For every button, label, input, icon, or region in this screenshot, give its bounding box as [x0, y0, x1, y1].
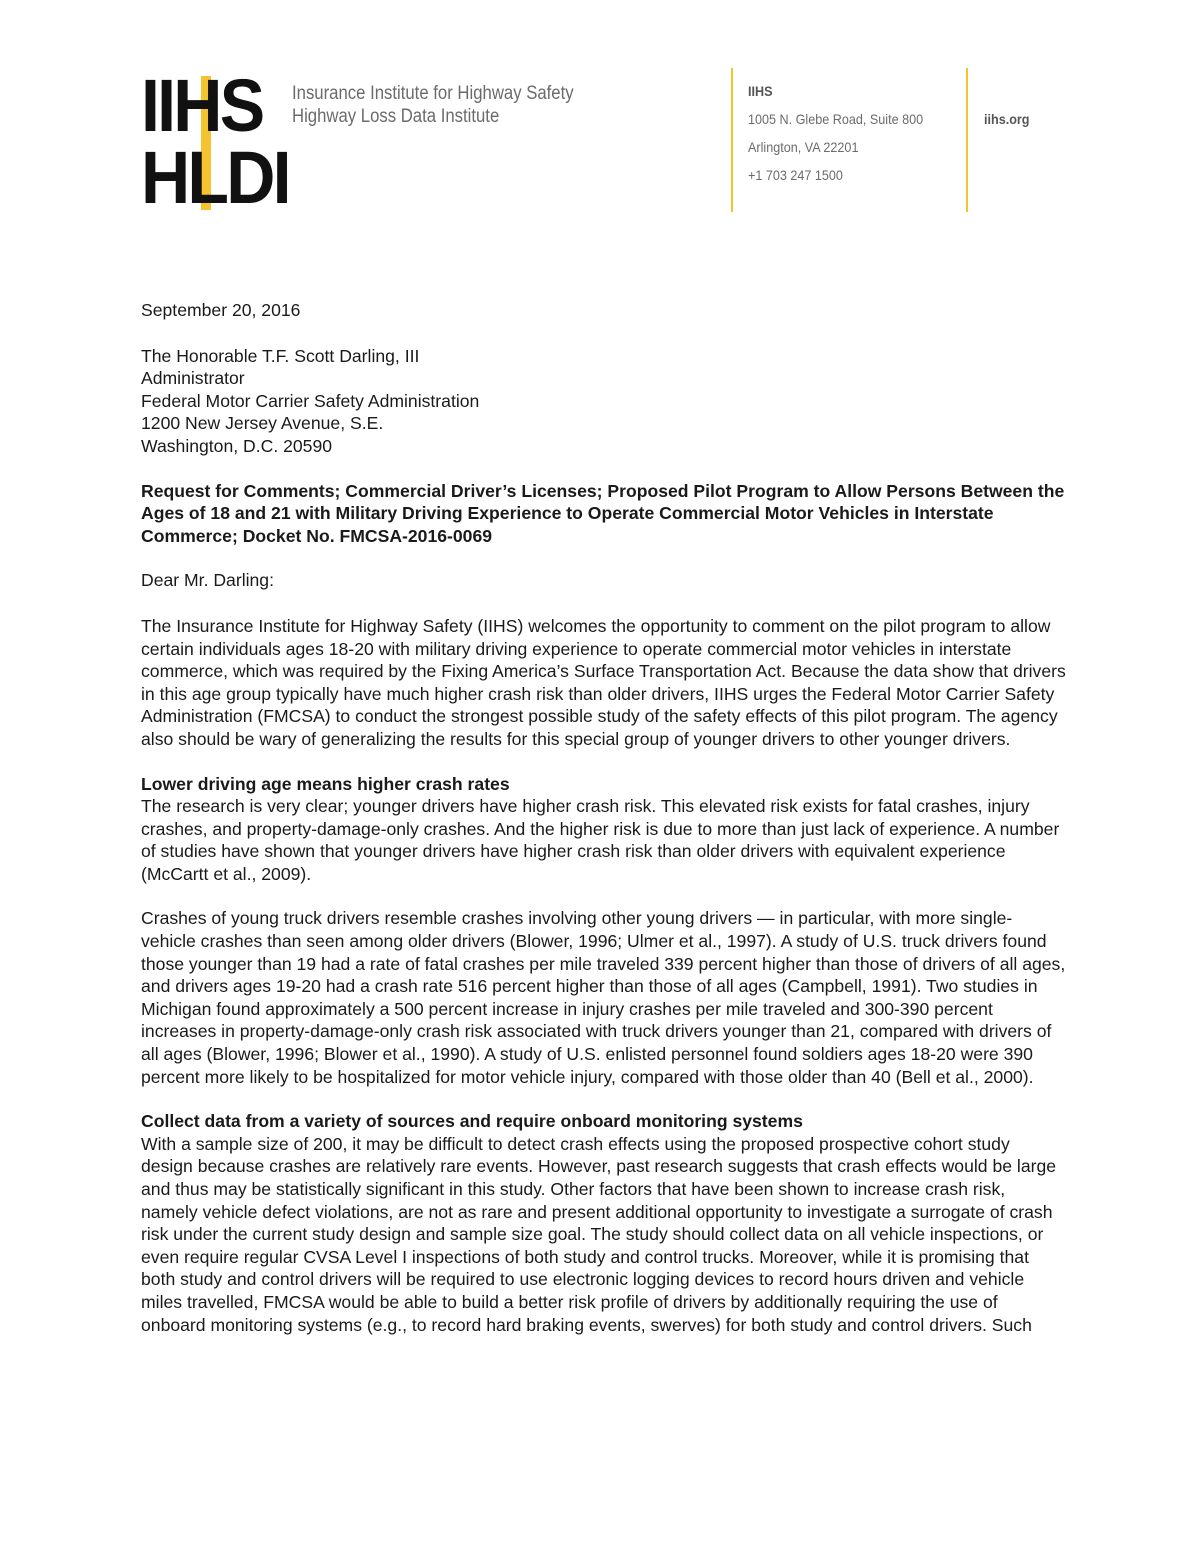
paragraph-onboard-monitoring: With a sample size of 200, it may be difficult to detect crash effects using the proposed prospective cohort study design because crashes are relatively rare events. However, past research suggests that crash effects would be large and thus may be statistically significant in this study. Other factors that have been shown to increase crash risk, namely vehicle defect violations, are not as rare and present additional opportunity to investigate a surrogate of crash risk under the current study design and sample size goal. The study should collect data on all vehicle inspections, or even require regular CVSA Level I inspections of both study and control trucks. Moreover, while it is promising that both study and control drivers will be required to use electronic logging devices to record hours driven and vehicle miles travelled, FMCSA would be able to build a better risk profile of drivers by additionally requiring the use of onboard monitoring systems (e.g., to record hard braking events, swerves) for both study and control drivers. Such: [141, 1133, 1057, 1335]
letter-body: [141, 299, 1066, 1358]
letterhead-divider-right: [966, 68, 968, 212]
intro-paragraph: The Insurance Institute for Highway Safety (IIHS) welcomes the opportunity to comment on the pilot program to allow certain individuals ages 18-20 with military driving experience to operate commercial motor vehicles in interstate commerce, which was required by the Fixing America’s Surface Transportation Act. Because the data show that drivers in this age group typically have much higher crash risk than older drivers, IIHS urges the Federal Motor Carrier Safety Administration (FMCSA) to conduct the strongest possible study of the safety effects of this pilot program. The agency also should be wary of generalizing the results for this special group of younger drivers to other younger drivers.: [141, 615, 1066, 749]
website-link[interactable]: iihs.org: [984, 111, 1030, 127]
subject-line: Request for Comments; Commercial Driver’s Licenses; Proposed Pilot Program to Allow Persons Between the Ages of 18 and 21 with Military Driving Experience to Operate Commercial Motor Vehicles in Interstate Commerce; Docket No. FMCSA-2016-0069: [141, 480, 1065, 546]
letter-date: September 20, 2016: [141, 300, 301, 320]
paragraph-crash-risk: The research is very clear; younger drivers have higher crash risk. This elevated risk exists for fatal crashes, injury crashes, and property-damage-only crashes. And the higher risk is due to more than just lack of experience. A number of studies have shown that younger drivers have higher crash risk than older drivers with equivalent experience (McCartt et al., 2009).: [141, 796, 1060, 884]
paragraph-young-truck-drivers: Crashes of young truck drivers resemble crashes involving other young drivers — in particular, with more single-vehicle crashes than seen among older drivers (Blower, 1996; Ulmer et al., 1997). A study of U.S. truck drivers found those younger than 19 had a rate of fatal crashes per mile traveled 339 percent higher than those of drivers of all ages, and drivers ages 19-20 had a crash rate 516 percent higher than those of all ages (Campbell, 1991). Two studies in Michigan found approximately a 500 percent increase in injury crashes per mile traveled and 300-390 percent increases in property-damage-only crash risk associated with truck drivers younger than 21, compared with drivers of all ages (Blower, 1996; Blower et al., 1990). A study of U.S. enlisted personnel found soldiers ages 18-20 were 390 percent more likely to be hospitalized for motor vehicle injury, compared with those older than 40 (Bell et al., 2000).: [141, 908, 1066, 1087]
recipient-title: Administrator: [141, 368, 245, 389]
address-org: IIHS: [748, 83, 773, 99]
recipient-street: 1200 New Jersey Avenue, S.E.: [141, 413, 384, 434]
org-name-iihs: Insurance Institute for Highway Safety: [292, 83, 574, 104]
recipient-city: Washington, D.C. 20590: [141, 435, 333, 456]
address-street: 1005 N. Glebe Road, Suite 800: [748, 111, 924, 127]
address-phone: +1 703 247 1500: [748, 167, 843, 183]
recipient-agency: Federal Motor Carrier Safety Administration: [141, 390, 480, 411]
letterhead-divider-left: [731, 68, 733, 212]
section-heading-data-collection: Collect data from a variety of sources and require onboard monitoring systems: [141, 1111, 803, 1132]
org-name-hldi: Highway Loss Data Institute: [292, 106, 500, 127]
logo-text-top: IIHS: [141, 64, 263, 147]
letterhead-address: [748, 82, 923, 194]
salutation: Dear Mr. Darling:: [141, 570, 274, 591]
recipient-address: [141, 345, 1066, 458]
address-city: Arlington, VA 22201: [748, 139, 859, 155]
logo-text-bottom: HLDI: [141, 136, 289, 219]
organization-names: [292, 82, 574, 128]
section-heading-crash-rates: Lower driving age means higher crash rates: [141, 773, 510, 794]
recipient-name: The Honorable T.F. Scott Darling, III: [141, 345, 420, 366]
